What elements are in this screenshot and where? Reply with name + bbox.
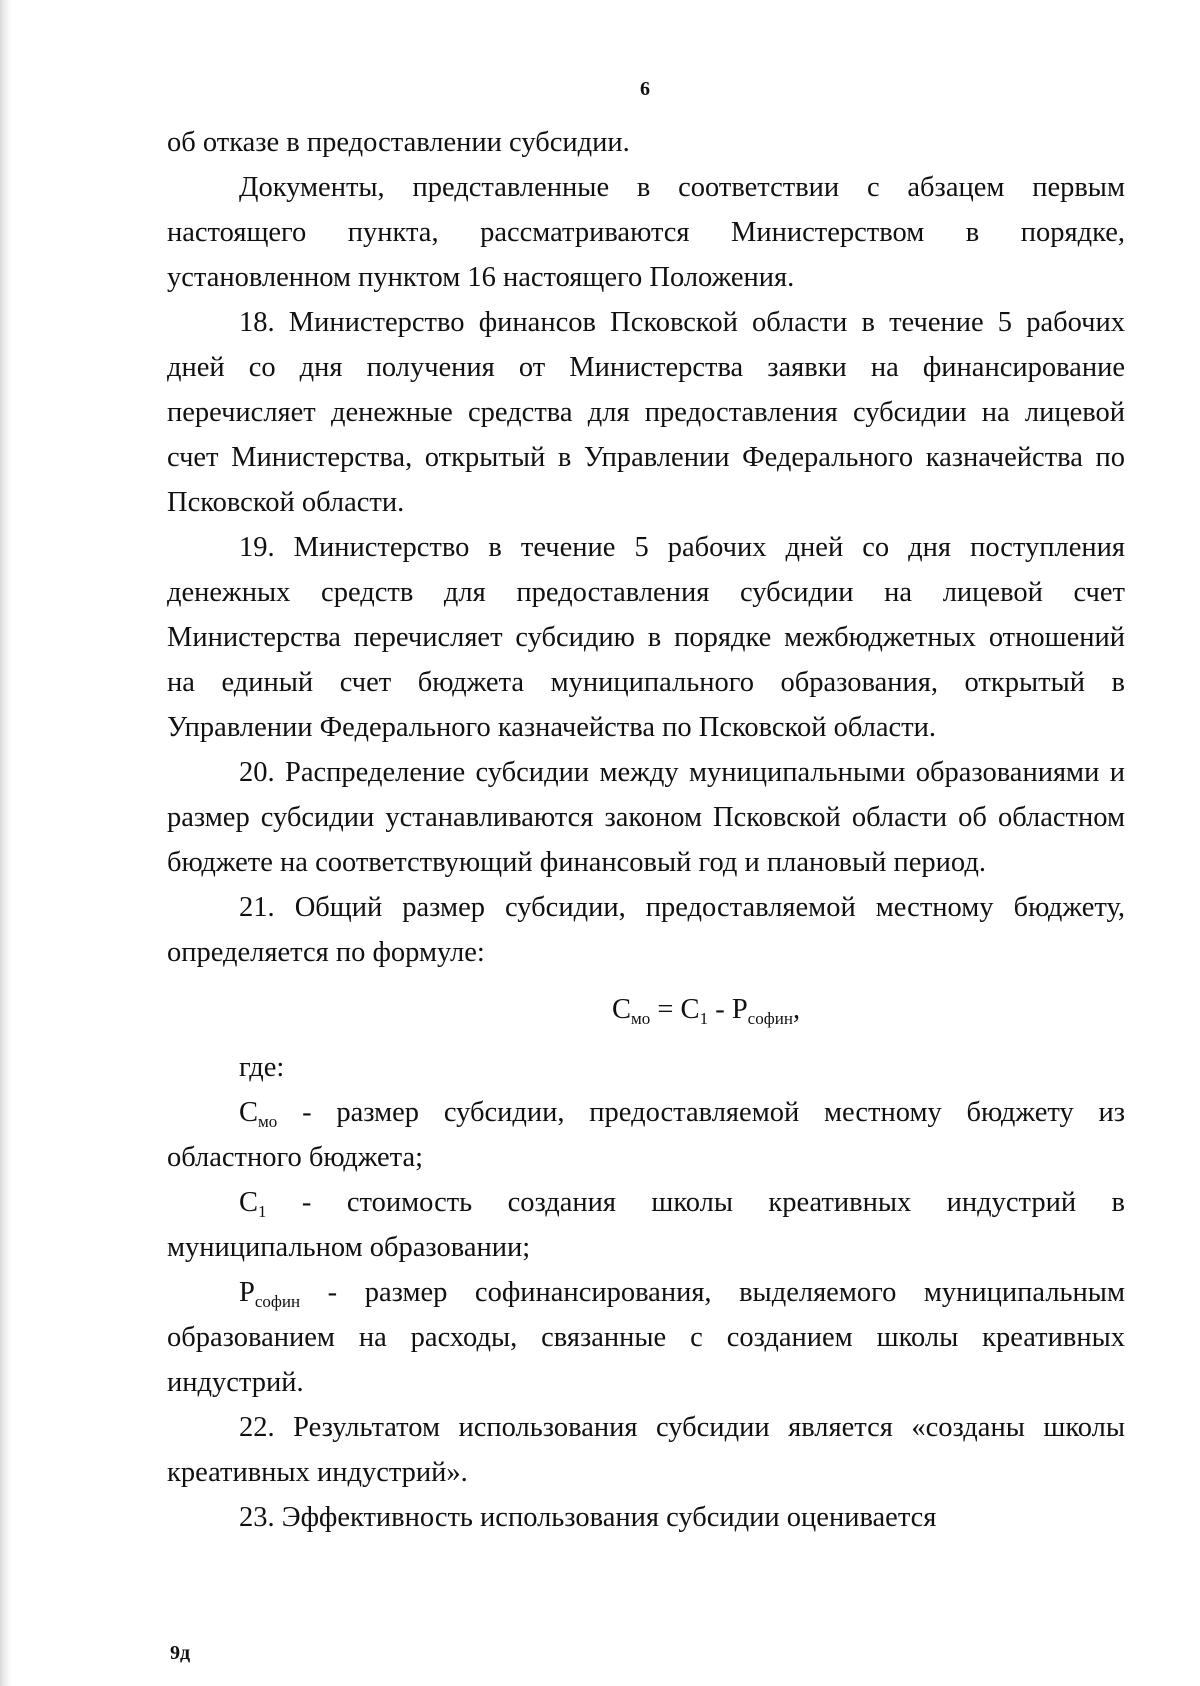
def-c-mo-letter: С xyxy=(239,1097,259,1128)
paragraph-22: 22. Результатом использования субсидии является «созданы школы креативных индустрий». xyxy=(167,1412,1125,1488)
formula-c1-letter: С xyxy=(680,994,700,1025)
formula-p-subscript: софин xyxy=(747,1009,793,1028)
definition-c1 xyxy=(167,1180,1125,1270)
paragraph-documents-review: Документы, представленные в соответствии с абзацем первым настоящего пункта, рассматриваются Министерством в порядке, установленном пунктом 16 настоящего Положения. xyxy=(167,172,1125,293)
def-c-mo-text: - размер субсидии, предоставляемой местному бюджету из областного бюджета; xyxy=(167,1097,1125,1173)
def-c-mo-subscript: мо xyxy=(258,1112,278,1131)
subsidy-formula xyxy=(167,975,1125,1045)
formula-c-mo-subscript: мо xyxy=(630,1009,651,1028)
paragraph-where: где: xyxy=(239,1052,285,1083)
def-c1-letter: С xyxy=(239,1187,259,1218)
formula-c-letter: С xyxy=(611,994,631,1025)
paragraph-21: 21. Общий размер субсидии, предоставляемой местному бюджету, определяется по формуле: xyxy=(167,892,1125,968)
paragraph-18: 18. Министерство финансов Псковской области в течение 5 рабочих дней со дня получения от Министерства заявки на финансирование перечисляет денежные средства для предоставления субсидии на лицевой счет Министерства, открытый в Управлении Федерального казначейства по Псковской области. xyxy=(167,307,1125,518)
formula-equals: = xyxy=(650,994,681,1025)
page-number: 6 xyxy=(640,78,650,100)
def-p-text: - размер софинансирования, выделяемого муниципальным образованием на расходы, связанные с созданием школы креативных индустрий. xyxy=(167,1277,1125,1398)
definition-p-sofin xyxy=(167,1270,1125,1405)
document-body xyxy=(167,120,1125,1540)
scan-edge-shadow xyxy=(0,0,12,1686)
definition-c-mo xyxy=(167,1090,1125,1180)
def-p-subscript: софин xyxy=(254,1292,301,1311)
formula-p-letter: Р xyxy=(731,994,748,1025)
paragraph-continuation: об отказе в предоставлении субсидии. xyxy=(167,127,630,158)
def-c1-text: - стоимость создания школы креативных индустрий в муниципальном образовании; xyxy=(167,1187,1125,1263)
paragraph-19: 19. Министерство в течение 5 рабочих дней со дня поступления денежных средств для предоставления субсидии на лицевой счет Министерства перечисляет субсидию в порядке межбюджетных отношений на единый счет бюджета муниципального образования, открытый в Управлении Федерального казначейства по Псковской области. xyxy=(167,532,1125,743)
def-p-letter: Р xyxy=(239,1277,255,1308)
paragraph-23: 23. Эффективность использования субсидии оценивается xyxy=(239,1502,937,1533)
def-c1-subscript: 1 xyxy=(258,1202,267,1221)
formula-c1-subscript: 1 xyxy=(699,1009,709,1028)
footer-document-code: 9д xyxy=(170,1642,191,1664)
paragraph-20: 20. Распределение субсидии между муниципальными образованиями и размер субсидии устанавливаются законом Псковской области об областном бюджете на соответствующий финансовый год и плановый период. xyxy=(167,757,1125,878)
formula-tail: , xyxy=(792,994,801,1025)
formula-minus: - xyxy=(708,994,732,1025)
